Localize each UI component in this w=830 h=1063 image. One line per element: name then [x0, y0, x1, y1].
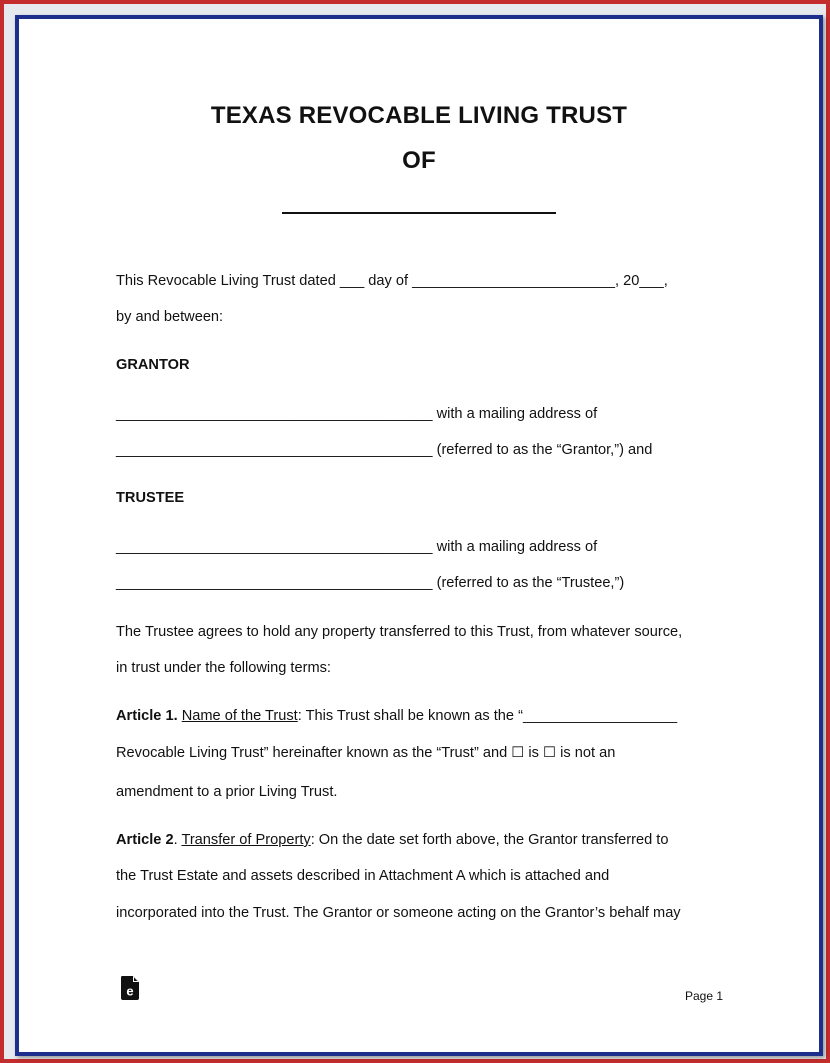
terms-line-2: in trust under the following terms:	[116, 660, 331, 676]
terms-line-1: The Trustee agrees to hold any property transferred to this Trust, from whatever source,	[116, 624, 683, 640]
intro-line-1: This Revocable Living Trust dated ___ day of _________________________, 20___,	[116, 273, 668, 289]
article-2-text: : On the date set forth above, the Grantor transferred to	[310, 832, 669, 848]
document-title: TEXAS REVOCABLE LIVING TRUST	[210, 102, 628, 129]
article-1-heading: Name of the Trust	[181, 708, 298, 724]
grantor-heading: GRANTOR	[116, 357, 190, 373]
page-number: Page 1	[685, 989, 724, 1003]
trustee-line-2: _______________________________________ (referred to as the “Trustee,”)	[116, 575, 625, 591]
article-2-label: Article 2	[116, 832, 174, 848]
article-1-label: Article 1.	[116, 708, 178, 724]
grantor-line-1: _______________________________________ with a mailing address of	[116, 406, 598, 422]
article-2-line-2: the Trust Estate and assets described in Attachment A which is attached and	[116, 868, 610, 884]
article-1-text: : This Trust shall be known as the “___________________	[297, 708, 678, 724]
article-2-heading: Transfer of Property	[181, 832, 311, 848]
document-page	[15, 15, 823, 1056]
article-1-line-1	[116, 707, 677, 725]
article-1-line-3: amendment to a prior Living Trust.	[116, 784, 338, 800]
trustee-heading: TRUSTEE	[116, 490, 185, 506]
trustee-line-1: _______________________________________ with a mailing address of	[116, 539, 598, 555]
page-content	[19, 19, 819, 1052]
document-title-of: OF	[402, 147, 436, 174]
article-2-line-3: incorporated into the Trust. The Grantor or someone acting on the Grantor’s behalf may	[116, 905, 681, 921]
article-2-separator: .	[173, 832, 178, 848]
trust-name-blank-line	[282, 212, 556, 214]
svg-text:e: e	[126, 983, 134, 999]
article-2-line-1	[116, 831, 668, 849]
grantor-line-2: _______________________________________ (referred to as the “Grantor,”) and	[116, 442, 653, 458]
article-1-line-2: Revocable Living Trust” hereinafter known as the “Trust” and ☐ is ☐ is not an	[116, 745, 616, 761]
intro-line-2: by and between:	[116, 309, 224, 325]
eforms-logo-icon	[120, 976, 140, 1000]
